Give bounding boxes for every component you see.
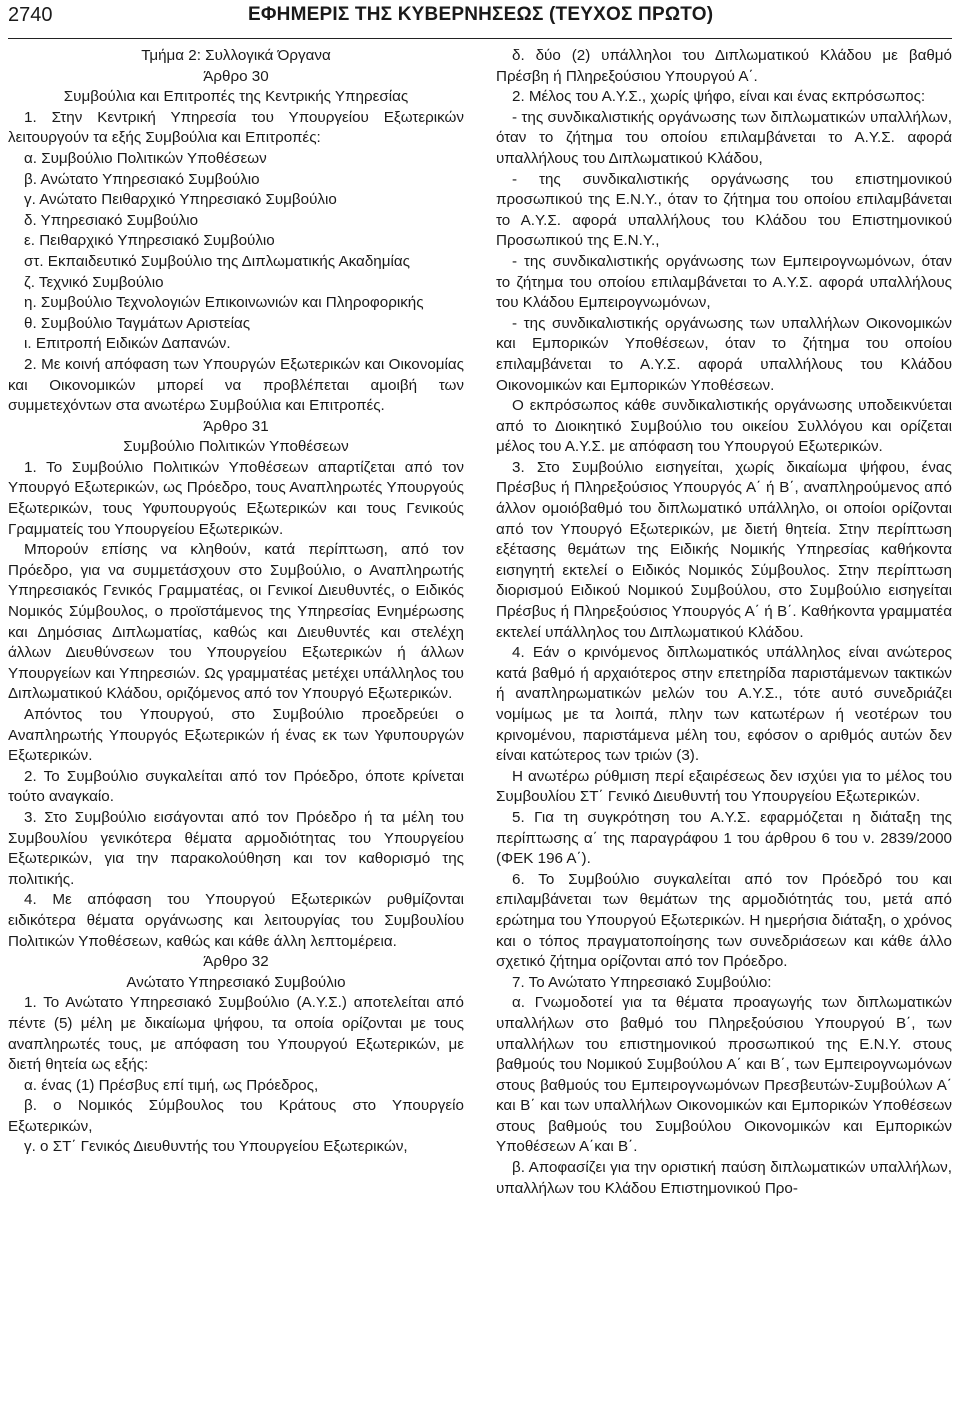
paragraph: 7. Το Ανώτατο Υπηρεσιακό Συμβούλιο: (512, 973, 772, 991)
paragraph: γ. Ανώτατο Πειθαρχικό Υπηρεσιακό Συμβούλιο (24, 191, 337, 209)
paragraph: 3. Στο Συμβούλιο εισάγονται από τον Πρόεδρο ή τα μέλη του Συμβουλίου γενικότερα θέματα αρμοδιότητας του Υπουργείου Εξωτερικών, για την παρακολούθηση και τον καθορισμό της πολιτικής. (8, 808, 464, 888)
paragraph: α. ένας (1) Πρέσβυς επί τιμή, ως Πρόεδρος, (24, 1076, 319, 1094)
paragraph: ε. Πειθαρχικό Υπηρεσιακό Συμβούλιο (24, 232, 275, 250)
paragraph: 2. Μέλος του Α.Υ.Σ., χωρίς ψήφο, είναι και ένας εκπρόσωπος: (512, 88, 926, 106)
article-heading: Άρθρο 30 (203, 67, 269, 85)
left-column (8, 46, 464, 1421)
paragraph: ι. Επιτροπή Ειδικών Δαπανών. (24, 335, 231, 353)
paragraph: Ο εκπρόσωπος κάθε συνδικαλιστικής οργάνωσης υποδεικνύεται από το Διοικητικό Συμβούλιο του οικείου Συλλόγου και ορίζεται μέλος του Α.Υ.Σ. με απόφαση του Υπουργού Εξωτερικών. (496, 397, 952, 456)
paragraph: Η ανωτέρω ρύθμιση περί εξαιρέσεως δεν ισχύει για το μέλος του Συμβουλίου ΣΤ΄ Γενικό Διευθυντή του Υπουργείου Εξωτερικών. (496, 767, 952, 806)
paragraph: - της συνδικαλιστικής οργάνωσης των υπαλλήλων Οικονομικών και Εμπορικών Υποθέσεων, όταν το ζήτημα του οποίου επιλαμβάνεται το Α.Υ.Σ. αφορά υπαλλήλους του Κλάδου Οικονομικών και Εμπορικών Υποθέσεων. (496, 314, 952, 394)
gazette-title: ΕΦΗΜΕΡΙΣ ΤΗΣ ΚΥΒΕΡΝΗΣΕΩΣ (ΤΕΥΧΟΣ ΠΡΩΤΟ) (248, 4, 714, 25)
paragraph: 3. Στο Συμβούλιο εισηγείται, χωρίς δικαίωμα ψήφου, ένας Πρέσβυς ή Πληρεξούσιος Υπουργός Α΄ ή Β΄, αναπληρούμενος από άλλον ομοιόβαθμό του διπλωματικό υπάλληλο, οι οποίοι ορίζονται από τον Υπουργό Εξωτερικών, με διετή θητεία. Στην περίπτωση εξέτασης θεμάτων της Ειδικής Νομικής Υπηρεσίας καθήκοντα εισηγητή εκτελεί ο Ειδικός Νομικός Σύμβουλος. Στην περίπτωση διορισμού Ειδικού Νομικού Συμβούλου, στο Συμβούλιο εισηγείται Πρέσβυς ή Πληρεξούσιος Υπουργός Α΄ ή Β΄. Καθήκοντα γραμματέα εκτελεί υπάλληλος του Διπλωματικού Κλάδου. (496, 458, 952, 641)
paragraph: 5. Για τη συγκρότηση του Α.Υ.Σ. εφαρμόζεται η διάταξη της περίπτωσης α΄ της παραγράφου 1 του άρθρου 6 του ν. 2839/2000 (ΦΕΚ 196 Α΄). (496, 808, 952, 868)
paragraph: 1. Στην Κεντρική Υπηρεσία του Υπουργείου Εξωτερικών λειτουργούν τα εξής Συμβούλια και Επιτροπές: (8, 108, 464, 147)
paragraph: η. Συμβούλιο Τεχνολογιών Επικοινωνιών και Πληροφορικής (24, 294, 424, 312)
paragraph: Απόντος του Υπουργού, στο Συμβούλιο προεδρεύει ο Αναπληρωτής Υπουργός Εξωτερικών ή ένας εκ των Υφυπουργών Εξωτερικών. (8, 706, 464, 765)
article-heading: Συμβούλια και Επιτροπές της Κεντρικής Υπηρεσίας (63, 88, 409, 106)
paragraph: γ. ο ΣΤ΄ Γενικός Διευθυντής του Υπουργείου Εξωτερικών, (24, 1138, 408, 1156)
paragraph: 4. Εάν ο κρινόμενος διπλωματικός υπάλληλος είναι ανώτερος κατά βαθμό ή αρχαιότερος στην επετηρίδα παριστάμενων τακτικών ή αναπληρωματικών μελών του Α.Υ.Σ., τότε αυτό συνεδριάζει νομίμως με τα λοιπά, πλην των κατωτέρων ή νεοτέρων του κρινομένου, παριστάμενα μέλη του, εφόσον ο αριθμός αυτών δεν είναι κατώτερος των τριών (3). (496, 644, 952, 765)
page-number: 2740 (8, 4, 53, 26)
paragraph: β. Αποφασίζει για την οριστική παύση διπλωματικών υπαλλήλων, υπαλλήλων του Κλάδου Επιστημονικού Προ- (496, 1159, 952, 1197)
paragraph: δ. Υπηρεσιακό Συμβούλιο (24, 211, 199, 229)
page-header (8, 0, 952, 39)
paragraph: δ. δύο (2) υπάλληλοι του Διπλωματικού Κλάδου με βαθμό Πρέσβη ή Πληρεξούσιου Υπουργού Α΄. (496, 47, 952, 85)
article-heading: Συμβούλιο Πολιτικών Υποθέσεων (123, 438, 349, 456)
paragraph: α. Συμβούλιο Πολιτικών Υποθέσεων (24, 149, 267, 167)
article-heading: Τμήμα 2: Συλλογικά Όργανα (141, 47, 331, 64)
paragraph: θ. Συμβούλιο Ταγμάτων Αριστείας (24, 314, 251, 332)
article-heading: Άρθρο 32 (203, 953, 269, 971)
paragraph: 1. Το Ανώτατο Υπηρεσιακό Συμβούλιο (Α.Υ.Σ.) αποτελείται από πέντε (5) μέλη με δικαίωμα ψήφου, τα οποία ορίζονται με τους αναπληρωτές τους, με απόφαση του Υπουργού Εξωτερικών, με διετή θητεία ως εξής: (8, 994, 464, 1074)
paragraph: - της συνδικαλιστικής οργάνωσης των Εμπειρογνωμόνων, όταν το ζήτημα του οποίου επιλαμβάνεται το Α.Υ.Σ. αφορά υπαλλήλους του Κλάδου Εμπειρογνωμόνων, (496, 252, 952, 312)
right-column (496, 46, 952, 1421)
paragraph: 2. Το Συμβούλιο συγκαλείται από τον Πρόεδρο, όποτε κρίνεται τούτο αναγκαίο. (8, 767, 464, 806)
paragraph: 2. Με κοινή απόφαση των Υπουργών Εξωτερικών και Οικονομίας και Οικονομικών μπορεί να προβλέπεται αμοιβή των συμμετεχόντων στα ανωτέρω Συμβούλια και Επιτροπές. (8, 355, 464, 415)
paragraph: Μπορούν επίσης να κληθούν, κατά περίπτωση, από τον Πρόεδρο, για να συμμετάσχουν στο Συμβούλιο, ο Αναπληρωτής Υπηρεσιακός Γενικός Γραμματέας, οι Γενικοί Διευθυντές, ο Ειδικός Νομικός Σύμβουλος, ο προϊστάμενος της Υπηρεσίας Ενημέρωσης και Δημόσιας Διπλωματίας, καθώς και Διευθυντές και στελέχη άλλων Διευθύνσεων του Υπουργείου Εξωτερικών ή άλλων Υπουργείων και Υπηρεσιών. Ως γραμματέας μετέχει υπάλληλος του Διπλωματικού Κλάδου, οριζόμενος από τον Υπουργό Εξωτερικών. (8, 541, 464, 703)
paragraph: 6. Το Συμβούλιο συγκαλείται από τον Πρόεδρό του και επιλαμβάνεται των θεμάτων της αρμοδιότητάς του, μετά από ερώτημα του Υπουργού Εξωτερικών. Η ημερήσια διάταξη, ο χρόνος και ο τόπος πραγματοποίησης των συνεδριάσεων και κάθε άλλο σχετικό ζήτημα ορίζονται από τον Πρόεδρο. (496, 870, 952, 971)
paragraph: ζ. Τεχνικό Συμβούλιο (24, 273, 164, 291)
article-heading: Άρθρο 31 (203, 417, 269, 435)
paragraph: - της συνδικαλιστικής οργάνωσης των διπλωματικών υπαλλήλων, όταν το ζήτημα του οποίου επιλαμβάνεται το Α.Υ.Σ. αφορά υπαλλήλους του Διπλωματικού Κλάδου, (496, 108, 952, 167)
paragraph: 1. Το Συμβούλιο Πολιτικών Υποθέσεων απαρτίζεται από τον Υπουργό Εξωτερικών, ως Πρόεδρο, τους Αναπληρωτές Υπουργούς Εξωτερικών, τους Υφυπουργούς Εξωτερικών και τους Γενικούς Γραμματείς του Υπουργείου Εξωτερικών. (8, 458, 464, 538)
paragraph: β. ο Νομικός Σύμβουλος του Κράτους στο Υπουργείο Εξωτερικών, (8, 1097, 464, 1135)
article-heading: Ανώτατο Υπηρεσιακό Συμβούλιο (126, 973, 346, 991)
paragraph: 4. Με απόφαση του Υπουργού Εξωτερικών ρυθμίζονται ειδικότερα θέματα οργάνωσης και λειτουργίας του Συμβουλίου Πολιτικών Υποθέσεων, καθώς και κάθε άλλη λεπτομέρεια. (8, 891, 464, 950)
paragraph: - της συνδικαλιστικής οργάνωσης του επιστημονικού προσωπικού της Ε.Ν.Υ., όταν το ζήτημα του οποίου επιλαμβάνεται το Α.Υ.Σ. αφορά υπαλλήλους του Κλάδου του Επιστημονικού Προσωπικού της Ε.Ν.Υ., (496, 170, 952, 250)
paragraph: α. Γνωμοδοτεί για τα θέματα προαγωγής των διπλωματικών υπαλλήλων στο βαθμό του Πληρεξούσιου Υπουργού Β΄, των υπαλλήλων του επιστημονικού προσωπικού της Ε.Ν.Υ. στους βαθμούς του Νομικού Συμβούλου Α΄ και Β΄, των Εμπειρογνωμόνων στους βαθμούς του Εμπειρογνωμόνων Πρεσβευτών-Συμβούλων Α΄ και Β΄ και των υπαλλήλων Οικονομικών και Εμπορικών Υποθέσεων στους βαθμούς του Συμβούλου Οικονομικών και Εμπορικών Υποθέσεων Α΄και Β΄. (496, 994, 952, 1156)
paragraph: β. Ανώτατο Υπηρεσιακό Συμβούλιο (24, 170, 260, 188)
paragraph: στ. Εκπαιδευτικό Συμβούλιο της Διπλωματικής Ακαδημίας (24, 252, 410, 270)
